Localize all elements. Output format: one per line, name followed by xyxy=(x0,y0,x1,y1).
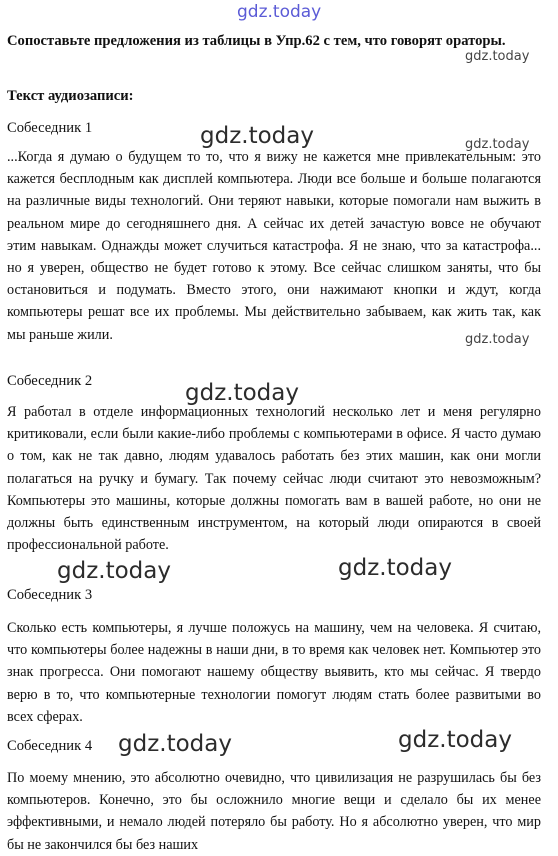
speaker-label-2: Собеседник 2 xyxy=(7,373,93,389)
speaker-text-1: ...Когда я думаю о будущем то то, что я вижу не кажется мне привлекательным: это кажется бесплодным как дисплей компьютера. Люди все больше и больше полагаются на различные виды технологий. Они теряют навыки, которые помогали нам выжить в реальном мире до сегодняшнего дня. А сейчас их детей зачастую вовсе не обучают этим навыкам. Однажды может случиться катастрофа. Я не знаю, что за катастрофа... но я уверен, общество не будет готово к этому. Все сейчас слишком заняты, что бы остановиться и подумать. Вместо этого, они нажимают кнопки и ждут, когда компьютеры решат все их проблемы. Мы действительно забываем, как жить так, как мы раньше жили. xyxy=(7,149,541,343)
speaker-label-4: Собеседник 4 xyxy=(7,738,93,754)
watermark-big: gdz.today xyxy=(57,558,171,584)
watermark-big: gdz.today xyxy=(200,123,314,149)
watermark-small: gdz.today xyxy=(465,137,530,152)
watermark-big: gdz.today xyxy=(118,731,232,757)
watermark-small: gdz.today xyxy=(465,49,530,64)
watermark-small: gdz.today xyxy=(465,332,530,347)
transcript-heading: Текст аудиозаписи: xyxy=(7,88,134,104)
speaker-text-2: Я работал в отделе информационных технологий несколько лет и меня регулярно критиковали, если были какие-либо проблемы с компьютерами в офисе. Я часто думаю о том, как не так давно, людям удавалось работать без этих машин, как они могли полагаться на ручку и бумагу. Так почему сейчас люди считают это невозможным? Компьютеры это машины, которые должны помогать вам в вашей работе, но они не должны быть единственным инструментом, на который люди опираются в своей профессиональной работе. xyxy=(7,404,541,554)
speaker-text-3: Сколько есть компьютеры, я лучше положусь на машину, чем на человека. Я считаю, что компьютеры более надежны в наши дни, в то время как человек нет. Компьютер это знак прогресса. Они помогают нашему обществу выявить, кто мы сейчас. Я твердо верю в то, что компьютерные технологии помогут людям стать более развитыми во всех сферах. xyxy=(7,620,541,725)
speaker-text-4: По моему мнению, это абсолютно очевидно, что цивилизация не разрушилась бы без компьютеров. Конечно, это бы осложнило многие вещи и сделало бы их менее эффективными, и немало людей потеряло бы работу. Но я абсолютно уверен, что мир бы не закончился бы без наших xyxy=(7,770,541,853)
watermark-big: gdz.today xyxy=(185,380,299,406)
watermark-big: gdz.today xyxy=(338,555,452,581)
watermark-big: gdz.today xyxy=(398,727,512,753)
speaker-label-3: Собеседник 3 xyxy=(7,587,93,603)
watermark-top: gdz.today xyxy=(237,2,322,22)
speaker-label-1: Собеседник 1 xyxy=(7,120,93,136)
task-instruction: Сопоставьте предложения из таблицы в Упр.62 с тем, что говорят ораторы. xyxy=(7,33,506,49)
